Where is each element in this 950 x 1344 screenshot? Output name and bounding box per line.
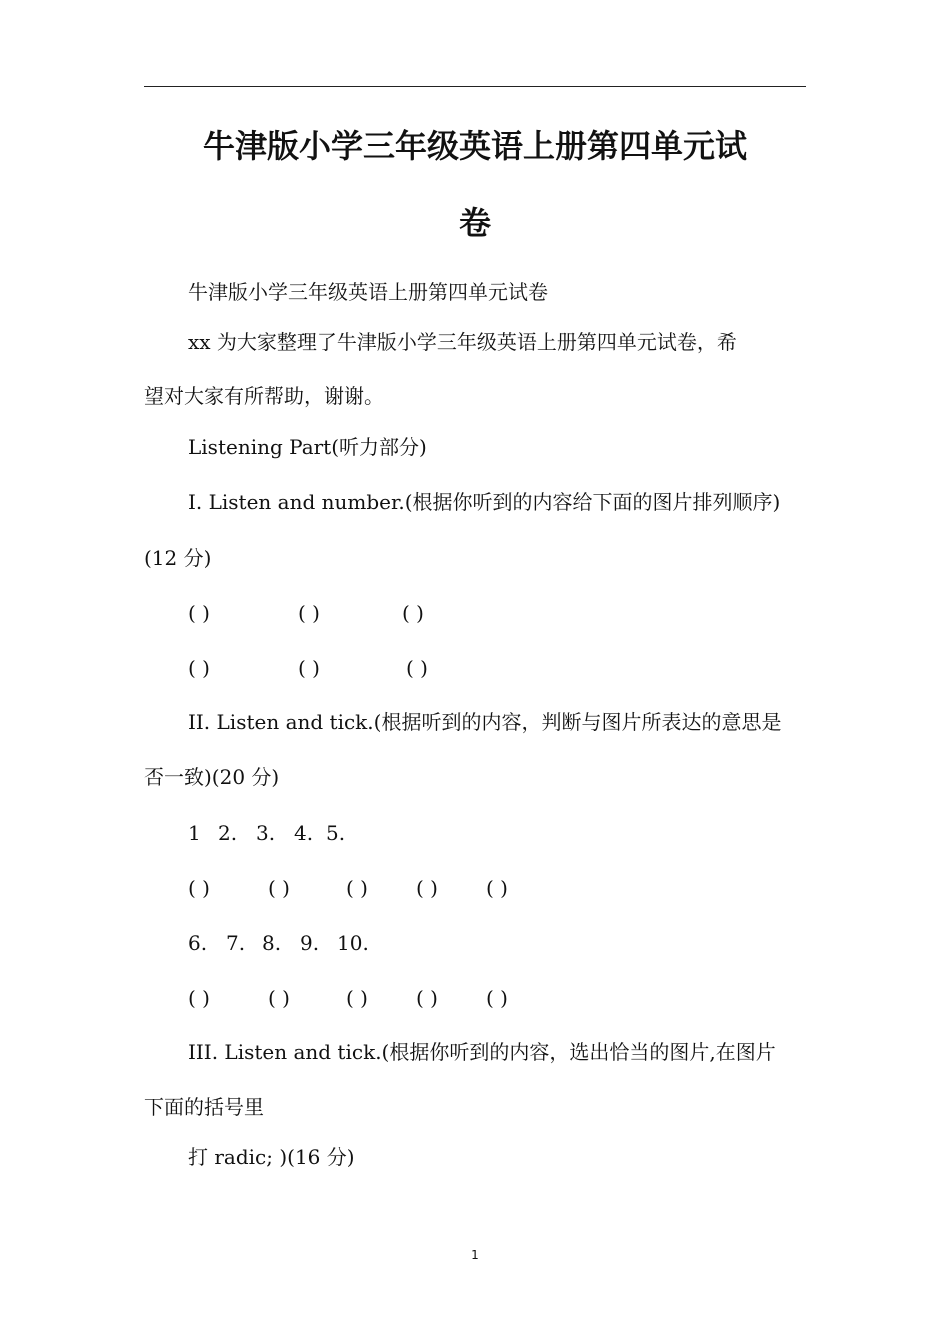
answer-bracket: ( ) bbox=[346, 876, 368, 900]
answer-bracket: ( ) bbox=[402, 601, 424, 625]
question-2-heading-line-2: 否一致)(20 分) bbox=[144, 765, 280, 789]
item-number: 4. bbox=[294, 821, 314, 845]
answer-bracket: ( ) bbox=[188, 986, 210, 1010]
top-rule bbox=[144, 86, 806, 87]
question-1-heading-line-1: I. Listen and number.(根据你听到的内容给下面的图片排列顺序) bbox=[188, 490, 781, 514]
paragraph-intro-line-2: 望对大家有所帮助，谢谢。 bbox=[144, 384, 384, 408]
answer-bracket: ( ) bbox=[416, 876, 438, 900]
item-number: 2. bbox=[218, 821, 238, 845]
item-number: 9. bbox=[300, 931, 320, 955]
item-number: 3. bbox=[256, 821, 276, 845]
answer-bracket: ( ) bbox=[268, 986, 290, 1010]
question-3-heading-line-3: 打 radic; )(16 分) bbox=[188, 1145, 355, 1169]
item-number: 6. bbox=[188, 931, 208, 955]
item-number: 10. bbox=[337, 931, 369, 955]
answer-bracket: ( ) bbox=[486, 876, 508, 900]
document-title-line-1: 牛津版小学三年级英语上册第四单元试 bbox=[202, 127, 747, 165]
item-number: 5. bbox=[326, 821, 346, 845]
answer-bracket: ( ) bbox=[188, 656, 210, 680]
item-number: 8. bbox=[262, 931, 282, 955]
section-heading-listening: Listening Part(听力部分) bbox=[188, 435, 427, 459]
answer-bracket: ( ) bbox=[188, 876, 210, 900]
item-number: 1 bbox=[188, 821, 201, 845]
question-3-heading-line-2: 下面的括号里 bbox=[144, 1095, 264, 1119]
answer-bracket: ( ) bbox=[486, 986, 508, 1010]
item-number: 7. bbox=[226, 931, 246, 955]
paragraph-subtitle: 牛津版小学三年级英语上册第四单元试卷 bbox=[188, 280, 548, 304]
question-3-heading-line-1: III. Listen and tick.(根据你听到的内容，选出恰当的图片,在图片 bbox=[188, 1040, 776, 1064]
answer-bracket: ( ) bbox=[406, 656, 428, 680]
question-1-heading-line-2: (12 分) bbox=[144, 546, 212, 570]
answer-bracket: ( ) bbox=[416, 986, 438, 1010]
document-title-line-2: 卷 bbox=[458, 204, 491, 242]
answer-bracket: ( ) bbox=[346, 986, 368, 1010]
paragraph-intro-line-1: xx 为大家整理了牛津版小学三年级英语上册第四单元试卷，希 bbox=[188, 330, 737, 354]
page-number: 1 bbox=[471, 1248, 479, 1262]
question-2-heading-line-1: II. Listen and tick.(根据听到的内容，判断与图片所表达的意思是 bbox=[188, 710, 782, 734]
answer-bracket: ( ) bbox=[188, 601, 210, 625]
answer-bracket: ( ) bbox=[268, 876, 290, 900]
answer-bracket: ( ) bbox=[298, 601, 320, 625]
answer-bracket: ( ) bbox=[298, 656, 320, 680]
